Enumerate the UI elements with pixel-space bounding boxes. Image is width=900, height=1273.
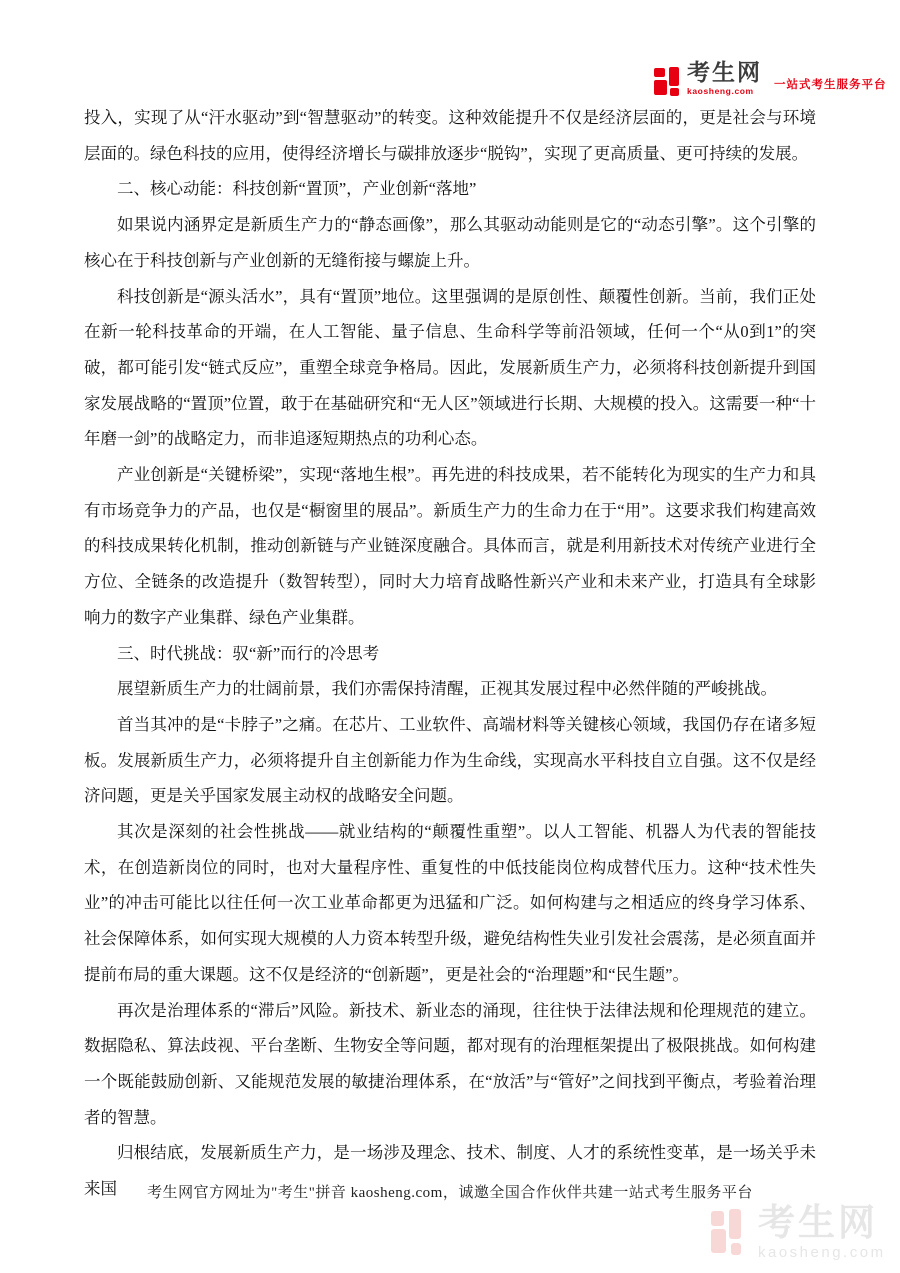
body-paragraph-continuation: 投入，实现了从“汗水驱动”到“智慧驱动”的转变。这种效能提升不仅是经济层面的，更是社会与环境层面的。绿色科技的应用，使得经济增长与碳排放逐步“脱钩”，实现了更高质量、更可持续的发展。 (84, 108, 816, 163)
logo-wordmark: 考生网 (687, 59, 762, 85)
body-paragraph: 再次是治理体系的“滞后”风险。新技术、新业态的涌现，往往快于法律法规和伦理规范的建立。数据隐私、算法歧视、平台垄断、生物安全等问题，都对现有的治理框架提出了极限挑战。如何构建一个既能鼓励创新、又能规范发展的敏捷治理体系，在“放活”与“管好”之间找到平衡点，考验着治理者的智慧。 (84, 1000, 816, 1127)
body-paragraph-truncated: 归根结底，发展新质生产力，是一场涉及理念、技术、制度、人才的系统性变革，是一场关乎未来国 (84, 1143, 816, 1199)
watermark-logo-icon (711, 1209, 746, 1255)
watermark-logo-block (711, 1211, 724, 1226)
watermark-logo-block (731, 1243, 742, 1255)
section-heading-3: 三、时代挑战：驭“新”而行的冷思考 (117, 643, 380, 663)
body-paragraph: 如果说内涵界定是新质生产力的“静态画像”，那么其驱动动能则是它的“动态引擎”。这个引擎的核心在于科技创新与产业创新的无缝衔接与螺旋上升。 (84, 215, 816, 270)
logo-block (654, 80, 667, 95)
logo-domain-text: kaosheng.com (687, 86, 754, 96)
logo-block (670, 88, 679, 96)
body-paragraph: 科技创新是“源头活水”，具有“置顶”地位。这里强调的是原创性、颠覆性创新。当前，我们正处在新一轮科技革命的开端，在人工智能、量子信息、生命科学等前沿领域，任何一个“从0到1”的突破，都可能引发“链式反应”，重塑全球竞争格局。因此，发展新质生产力，必须将科技创新提升到国家发展战略的“置顶”位置，敢于在基础研究和“无人区”领域进行长期、大规模的投入。这需要一种“十年磨一剑”的战略定力，而非追逐短期热点的功利心态。 (84, 286, 816, 449)
watermark-text-group (758, 1204, 886, 1261)
kaosheng-watermark-logo (711, 1204, 886, 1261)
logo-tagline: 一站式考生服务平台 (774, 79, 887, 91)
logo-block (654, 68, 665, 77)
body-paragraph: 展望新质生产力的壮阔前景，我们亦需保持清醒，正视其发展过程中必然伴随的严峻挑战。 (117, 679, 777, 699)
body-paragraph: 其次是深刻的社会性挑战——就业结构的“颠覆性重塑”。以人工智能、机器人为代表的智能技术，在创造新岗位的同时，也对大量程序性、重复性的中低技能岗位构成替代压力。这种“技术性失业”的冲击可能比以往任何一次工业革命都更为迅猛和广泛。如何构建与之相适应的终身学习体系、社会保障体系，如何实现大规模的人力资本转型升级，避免结构性失业引发社会震荡，是必须直面并提前布局的重大课题。这不仅是经济的“创新题”，更是社会的“治理题”和“民生题”。 (84, 822, 816, 984)
body-paragraph: 产业创新是“关键桥梁”，实现“落地生根”。再先进的科技成果，若不能转化为现实的生产力和具有市场竞争力的产品，也仅是“橱窗里的展品”。新质生产力的生命力在于“用”。这要求我们构建高效的科技成果转化机制，推动创新链与产业链深度融合。具体而言，就是利用新技术对传统产业进行全方位、全链条的改造提升（数智转型），同时大力培育战略性新兴产业和未来产业，打造具有全球影响力的数字产业集群、绿色产业集群。 (84, 465, 816, 627)
logo-block (669, 67, 679, 86)
watermark-wordmark: 考生网 (758, 1202, 878, 1243)
kaosheng-logo-icon (654, 67, 683, 96)
footer-slogan: 考生网官方网址为"考生"拼音 kaosheng.com，诚邀全国合作伙伴共建一站式考生服务平台 (147, 1185, 753, 1201)
document-body (84, 100, 816, 1207)
watermark-domain-text: kaosheng.com (758, 1243, 886, 1261)
watermark-logo-block (729, 1209, 742, 1239)
kaosheng-header-logo (654, 61, 887, 96)
logo-wordmark-group (687, 61, 762, 96)
section-heading-2: 二、核心动能：科技创新“置顶”，产业创新“落地” (117, 179, 477, 199)
watermark-logo-block (711, 1229, 726, 1253)
body-paragraph: 首当其冲的是“卡脖子”之痛。在芯片、工业软件、高端材料等关键核心领域，我国仍存在诸多短板。发展新质生产力，必须将提升自主创新能力作为生命线，实现高水平科技自立自强。这不仅是经济问题，更是关乎国家发展主动权的战略安全问题。 (84, 714, 816, 806)
